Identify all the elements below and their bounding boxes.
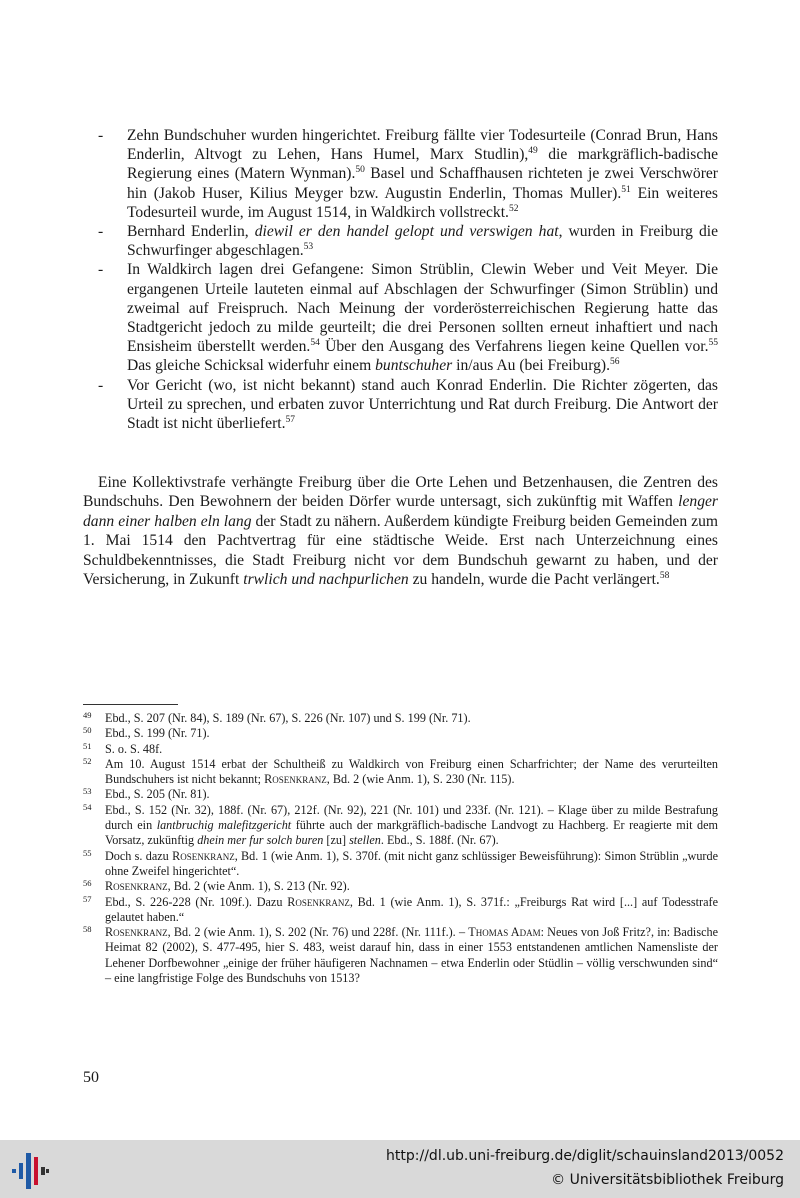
text-run: Ebd., S. 226-228 (Nr. 109f.). Dazu	[105, 894, 288, 909]
text-run: [zu]	[323, 833, 350, 848]
bullet-list	[98, 126, 718, 433]
text-run: führte auch der markgräflich-badische Landvogt zu Hachberg. Er reagierte mit dem Vorsatz, zukünftig	[105, 818, 718, 848]
footnote-item	[83, 849, 718, 880]
text-run: zu handeln, wurde die Pacht verlängert.	[408, 571, 660, 589]
logo-bar	[26, 1153, 31, 1189]
footnote-number: 49	[83, 710, 92, 720]
footnote-ref: 57	[285, 415, 295, 426]
bullet-item	[98, 260, 718, 375]
bullet-item	[98, 222, 718, 260]
text-run: in/aus Au (bei Freiburg).	[452, 357, 611, 375]
italic-text: dhein mer fur solch buren	[197, 833, 324, 848]
footnote-number: 56	[83, 878, 92, 889]
footnote-number: 55	[83, 847, 92, 858]
bullet-dash: -	[98, 223, 104, 241]
footnote-ref: 58	[659, 571, 670, 582]
text-run: , Bd. 2 (wie Anm. 1), S. 213 (Nr. 92).	[167, 879, 350, 894]
italic-text: lantbruchig malefitzgericht	[156, 818, 292, 833]
footnote-item	[83, 879, 718, 894]
author-name: Rosenkranz	[287, 894, 350, 909]
permalink-url[interactable]: http://dl.ub.uni-freiburg.de/diglit/schauinsland2013/0052	[386, 1148, 784, 1164]
footnote-number: 58	[83, 924, 92, 935]
footnote-number: 51	[83, 740, 92, 751]
text-run: Basel und Schaffhausen richteten je zwei Verschwörer hin (Jakob Huser, Kilius Meyger bzw. Augustin Enderlin, Thomas Muller).	[127, 165, 718, 202]
footnote-ref: 56	[610, 357, 620, 368]
italic-text: diewil er den handel gelopt und verswigen hat	[254, 223, 559, 241]
footnote-ref: 49	[528, 146, 538, 157]
footnote-ref: 55	[708, 338, 718, 349]
footnote-item	[83, 895, 718, 926]
footer-bar	[0, 1140, 800, 1198]
footnote-number: 54	[83, 801, 92, 812]
text-run: , Bd. 1 (wie Anm. 1), S. 370f. (mit nicht ganz schlüssiger Beweisführung): Simon Strüblin „wurde ohne Zweifel hingerichtet“.	[105, 848, 718, 878]
bullet-dash: -	[98, 261, 104, 279]
ub-freiburg-logo-icon	[10, 1149, 50, 1189]
text-run: Über den Ausgang des Verfahrens liegen keine Quellen vor.	[319, 338, 709, 356]
italic-text: trwlich und nachpurlichen	[243, 571, 409, 589]
footnotes	[83, 711, 718, 986]
footnote-item	[83, 711, 718, 726]
main-paragraph	[83, 473, 718, 589]
footnote-item	[83, 787, 718, 802]
text-run: , Bd. 2 (wie Anm. 1), S. 230 (Nr. 115).	[326, 772, 515, 787]
text-run: Das gleiche Schicksal widerfuhr einem	[127, 357, 376, 375]
author-name: Rosenkranz	[105, 879, 168, 894]
italic-text: stellen	[349, 833, 381, 848]
footnote-item	[83, 925, 718, 986]
text-run: Zehn Bundschuher wurden hingerichtet. Freiburg fällte vier Todesurteile (Conrad Brun, Hans Enderlin, Altvogt zu Lehen, Hans Humel, Marx Studlin),	[127, 127, 718, 164]
text-run: der Stadt zu nähern. Außerdem kündigte Freiburg beiden Gemeinden zum 1. Mai 1514 den Pachtvertrag für eine städtische Weide. Erst nach Unterzeichnung eines Schuldbekenntnisses, die Stadt Freiburg nicht vor dem Bundschuh gewarnt zu haben, und der Versicherung, in Zukunft	[83, 512, 718, 589]
logo-bar	[19, 1163, 23, 1179]
author-name: Rosenkranz	[264, 772, 327, 787]
footnote-ref: 52	[508, 203, 519, 214]
text-run: S. o. S. 48f.	[105, 741, 163, 756]
text-run: , Bd. 2 (wie Anm. 1), S. 202 (Nr. 76) und 228f. (Nr. 111f.). –	[167, 925, 469, 940]
page-number: 50	[83, 1069, 99, 1086]
copyright-text: © Universitätsbibliothek Freiburg	[551, 1172, 784, 1188]
text-run: Doch s. dazu	[105, 848, 173, 863]
footnote-ref: 54	[310, 338, 320, 349]
bullet-item	[98, 376, 718, 434]
text-run: , wurden in Freiburg die Schwurfinger abgeschlagen.	[127, 223, 719, 260]
footnote-item	[83, 803, 718, 849]
text-run: die markgräflich-badische Regierung eines (Matern Wynman).	[127, 146, 718, 183]
footnote-ref: 50	[355, 165, 365, 176]
footnote-ref: 53	[303, 242, 314, 253]
italic-text: buntschuher	[375, 357, 453, 375]
text-run: Ebd., S. 199 (Nr. 71).	[105, 726, 210, 741]
text-run: Bernhard Enderlin,	[127, 223, 255, 241]
text-run: : Neues von Joß Fritz?, in: Badische Heimat 82 (2002), S. 477-495, hier S. 483, weist darauf hin, dass in einer 1553 entstandenen amtlichen Namensliste der Lehener Dorfbewohner „einige der früher häufigeren Nachnamen – etwa Enderlin oder Stüdlin – völlig verschwunden sind“ – eine langfristige Folge des Bundschuhs von 1513?	[105, 925, 718, 986]
author-name: Rosenkranz	[172, 848, 235, 863]
logo-bar	[34, 1157, 38, 1185]
italic-text: lenger dann einer halben eln lang	[83, 493, 718, 530]
footnote-number: 52	[83, 755, 92, 766]
footnote-item	[83, 742, 718, 757]
text-run: Am 10. August 1514 erbat der Schultheiß zu Waldkirch von Freiburg einen Scharfrichter; der Name des verurteilten Bundschuhers ist nicht bekannt;	[105, 756, 718, 787]
footnote-item	[83, 726, 718, 741]
author-name: Rosenkranz	[105, 925, 168, 940]
bullet-dash: -	[98, 376, 104, 394]
text-run: , Bd. 1 (wie Anm. 1), S. 371f.: „Freiburgs Rat wird [...] auf Todesstrafe gelautet haben.“	[105, 894, 718, 924]
author-name: Thomas Adam	[468, 925, 541, 940]
footnote-number: 50	[83, 725, 92, 736]
footnote-item	[83, 757, 718, 788]
text-run: In Waldkirch lagen drei Gefangene: Simon Strüblin, Clewin Weber und Veit Meyer. Die ergangenen Urteile lauteten einmal auf Abschlagen der Schwurfinger (Simon Strüblin) und zweimal auf Freispruch. Nach Meinung der vorderösterreichischen Regierung hatte das Stadtgericht jedoch zu milde geurteilt; die drei Personen sollten erneut inhaftiert und nach Ensisheim überstellt werden.	[127, 261, 718, 356]
text-run: Eine Kollektivstrafe verhängte Freiburg über die Orte Lehen und Betzenhausen, die Zentren des Bundschuhs. Den Bewohnern der beiden Dörfer wurde untersagt, sich zukünftig mit Waffen	[83, 474, 718, 511]
text-run: Ebd., S. 205 (Nr. 81).	[105, 787, 210, 802]
footnote-number: 53	[83, 786, 92, 797]
logo-bar	[46, 1169, 49, 1173]
bullet-item	[98, 126, 718, 222]
text-run: Vor Gericht (wo, ist nicht bekannt) stand auch Konrad Enderlin. Die Richter zögerten, das Urteil zu sprechen, und erbaten zuvor Unterrichtung und Rat durch Freiburg. Die Antwort der Stadt ist nicht überliefert.	[127, 376, 718, 433]
text-run: Ebd., S. 207 (Nr. 84), S. 189 (Nr. 67), S. 226 (Nr. 107) und S. 199 (Nr. 71).	[105, 711, 471, 725]
footnote-divider	[83, 704, 178, 705]
footnote-number: 57	[83, 893, 92, 904]
footnote-ref: 51	[621, 184, 631, 195]
logo-bar	[41, 1167, 45, 1175]
bullet-dash: -	[98, 127, 104, 144]
logo-bar	[12, 1169, 16, 1173]
text-run: Ebd., S. 152 (Nr. 32), 188f. (Nr. 67), 212f. (Nr. 92), 221 (Nr. 101) und 233f. (Nr. 121). – Klage über zu milde Bestrafung durch ein	[105, 802, 718, 833]
text-run: Ein weiteres Todesurteil wurde, im August 1514, in Waldkirch vollstreckt.	[127, 184, 718, 221]
text-run: . Ebd., S. 188f. (Nr. 67).	[380, 833, 499, 848]
